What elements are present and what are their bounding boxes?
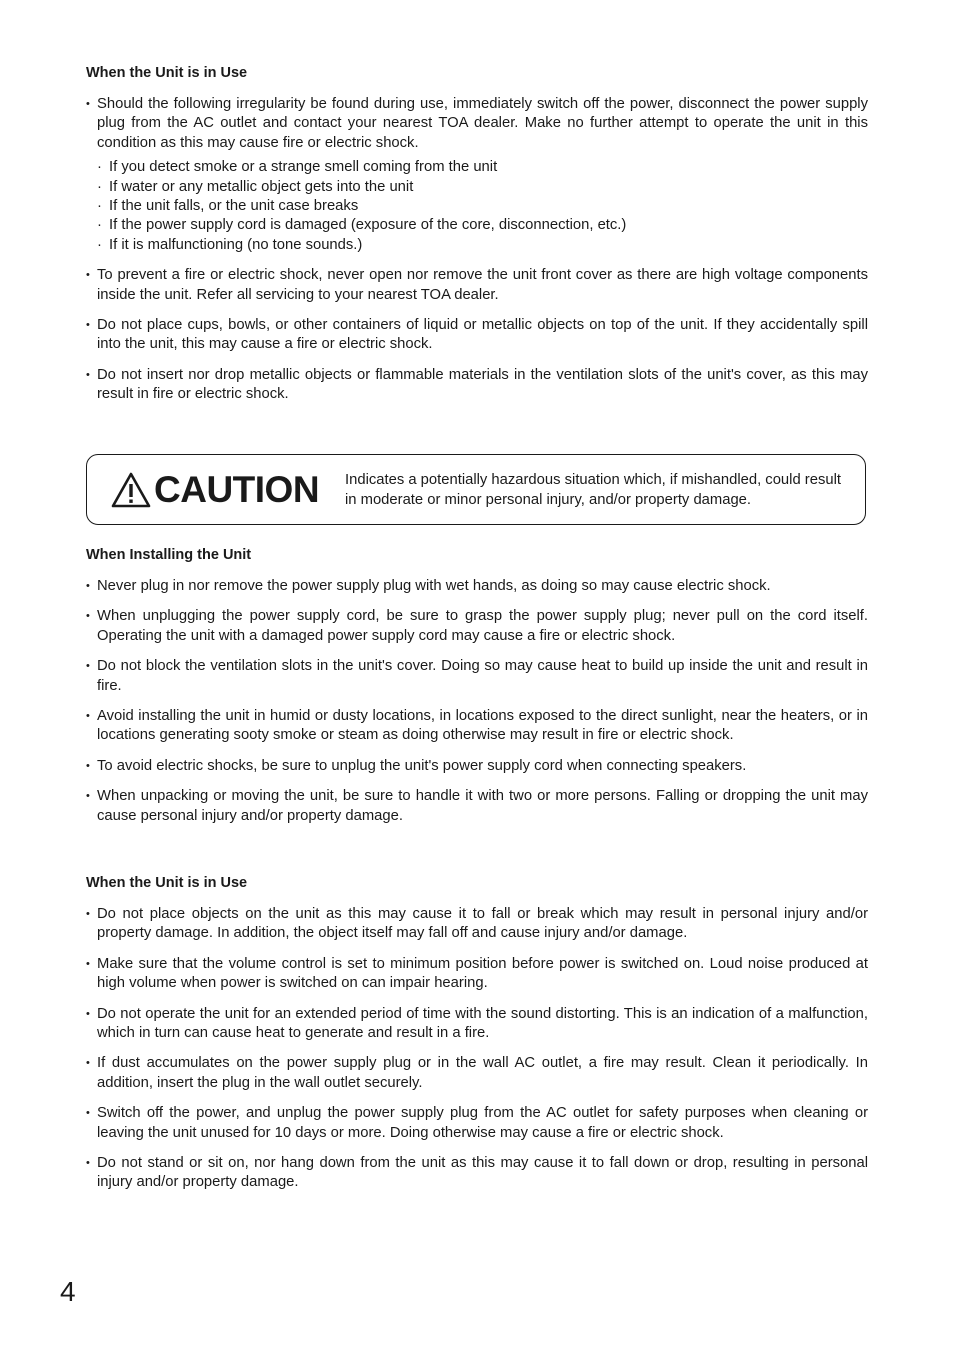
- sub-list-item: · If water or any metallic object gets into the unit: [97, 178, 868, 197]
- sub-list-item: · If you detect smoke or a strange smell coming from the unit: [97, 158, 868, 177]
- bullet-list: [86, 905, 868, 1193]
- section-heading: When the Unit is in Use: [86, 875, 248, 891]
- section-heading: When Installing the Unit: [86, 547, 252, 563]
- list-item-text: Should the following irregularity be found during use, immediately switch off the power, disconnect the power supply plug from the AC outlet and contact your nearest TOA dealer. Make no further attempt to operate the unit in this condition as this may cause fire or electric shock.: [97, 96, 868, 151]
- list-item: • Never plug in nor remove the power supply plug with wet hands, as doing so may cause electric shock.: [86, 577, 868, 596]
- list-item: • Do not operate the unit for an extended period of time with the sound distorting. This is an indication of a malfunction, which in turn can cause heat to generate and result in a fire.: [86, 1005, 868, 1044]
- caution-banner: [86, 454, 866, 525]
- sub-list-item: · If the power supply cord is damaged (exposure of the core, disconnection, etc.): [97, 216, 868, 235]
- list-item: • Do not place objects on the unit as this may cause it to fall or break which may result in personal injury and/or property damage. In addition, the object itself may fall off and cause injury and/or damage.: [86, 905, 868, 944]
- sub-list: [97, 158, 868, 255]
- list-item: • Switch off the power, and unplug the power supply plug from the AC outlet for safety purposes when cleaning or leaving the unit unused for 10 days or more. Doing otherwise may cause a fire or electric shock.: [86, 1104, 868, 1143]
- caution-description: Indicates a potentially hazardous situation which, if mishandled, could result in moderate or minor personal injury, and/or property damage.: [345, 472, 841, 508]
- warning-triangle-icon: [111, 472, 151, 508]
- page-number: 4: [60, 1276, 76, 1307]
- list-item: • When unplugging the power supply cord, be sure to grasp the power supply plug; never pull on the cord itself. Operating the unit with a damaged power supply cord may cause a fire or electric shock.: [86, 607, 868, 646]
- section-use-caution: [86, 874, 868, 1204]
- bullet-list: [86, 95, 868, 405]
- list-item: • If dust accumulates on the power supply plug or in the wall AC outlet, a fire may result. Clean it periodically. In addition, insert the plug in the wall outlet securely.: [86, 1054, 868, 1093]
- list-item: • Do not block the ventilation slots in the unit's cover. Doing so may cause heat to build up inside the unit and result in fire.: [86, 657, 868, 696]
- list-item: • Avoid installing the unit in humid or dusty locations, in locations exposed to the direct sunlight, near the heaters, or in locations generating sooty smoke or steam as doing otherwise may result in fire or electric shock.: [86, 707, 868, 746]
- list-item: • Do not place cups, bowls, or other containers of liquid or metallic objects on top of the unit. If they accidentally spill into the unit, this may cause a fire or electric shock.: [86, 316, 868, 355]
- list-item: • To avoid electric shocks, be sure to unplug the unit's power supply cord when connecting speakers.: [86, 757, 868, 776]
- caution-word: CAUTION: [154, 469, 320, 510]
- list-item: • Do not stand or sit on, nor hang down from the unit as this may cause it to fall down or drop, resulting in personal injury and/or property damage.: [86, 1154, 868, 1193]
- caution-title: [111, 469, 319, 511]
- section-heading: When the Unit is in Use: [86, 65, 248, 81]
- bullet-list: [86, 577, 868, 826]
- list-item: • When unpacking or moving the unit, be sure to handle it with two or more persons. Falling or dropping the unit may cause personal injury and/or property damage.: [86, 787, 868, 826]
- list-item: • To prevent a fire or electric shock, never open nor remove the unit front cover as there are high voltage components inside the unit. Refer all servicing to your nearest TOA dealer.: [86, 266, 868, 305]
- sub-list-item: · If the unit falls, or the unit case breaks: [97, 197, 868, 216]
- list-item: • Make sure that the volume control is set to minimum position before power is switched on. Loud noise produced at high volume when power is switched on can impair hearing.: [86, 955, 868, 994]
- list-item: • Do not insert nor drop metallic objects or flammable materials in the ventilation slots of the unit's cover, as this may result in fire or electric shock.: [86, 366, 868, 405]
- section-use-warning: [86, 64, 868, 416]
- section-installing: [86, 546, 868, 837]
- list-item: [86, 95, 868, 255]
- sub-list-item: · If it is malfunctioning (no tone sounds.): [97, 236, 868, 255]
